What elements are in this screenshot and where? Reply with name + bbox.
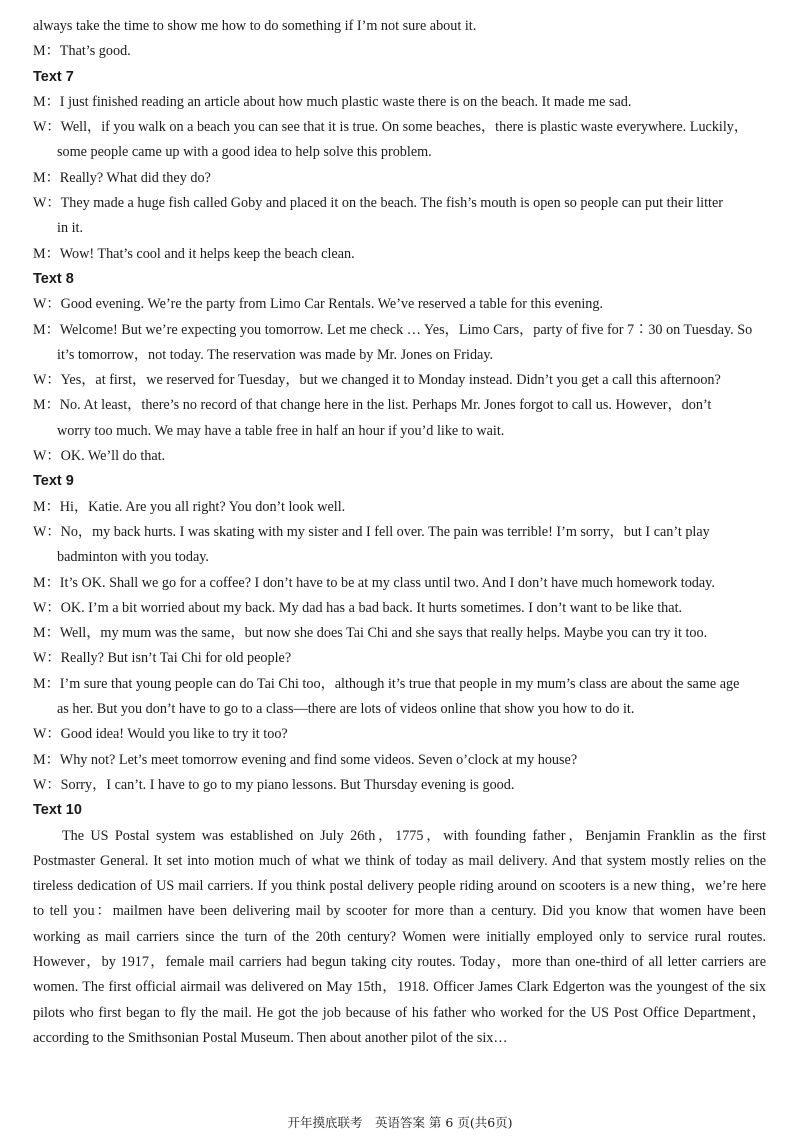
dialogue-line [33, 571, 766, 596]
dialogue-text: W：Sorry，I can’t. I have to go to my piano lessons. But Thursday evening is good. [33, 776, 515, 793]
document-body [33, 14, 766, 1051]
dialogue-text: M：Well，my mum was the same，but now she does Tai Chi and she says that really helps. Maybe you can try it too. [33, 625, 708, 642]
dialogue-text: W：Good idea! Would you like to try it too? [33, 726, 288, 743]
dialogue-text: W：Good evening. We’re the party from Limo Car Rentals. We’ve reserved a table for this evening. [33, 296, 604, 313]
dialogue-text: M：Wow! That’s cool and it helps keep the beach clean. [33, 245, 355, 262]
dialogue-text: W：Really? But isn’t Tai Chi for old people? [33, 650, 292, 667]
dialogue-line [33, 672, 766, 723]
dialogue-text-continued: some people came up with a good idea to help solve this problem. [57, 144, 432, 161]
dialogue-line-continued: always take the time to show me how to do something if I’m not sure about it. [33, 18, 477, 34]
section-heading: Text 7 [33, 68, 74, 85]
dialogue-line [33, 318, 766, 369]
dialogue-text: M：No. At least，there’s no record of that change here in the list. Perhaps Mr. Jones forgot to call us. However，don’t [33, 397, 712, 414]
dialogue-text: M：I’m sure that young people can do Tai Chi too，although it’s true that people in my mum’s class are about the same age [33, 675, 740, 692]
section-heading: Text 8 [33, 270, 74, 287]
dialogue-text: W：Yes，at first，we reserved for Tuesday，but we changed it to Monday instead. Didn’t you get a call this afternoon? [33, 372, 721, 389]
dialogue-line [33, 39, 766, 64]
dialogue-line [33, 191, 766, 242]
dialogue-text: W：OK. We’ll do that. [33, 448, 166, 465]
dialogue-text-continued: badminton with you today. [57, 549, 209, 566]
dialogue-line [33, 368, 766, 393]
dialogue-text: W：No，my back hurts. I was skating with my sister and I fell over. The pain was terrible! I’m sorry，but I can’t play [33, 523, 710, 540]
dialogue-text-continued: it’s tomorrow，not today. The reservation was made by Mr. Jones on Friday. [57, 346, 494, 363]
dialogue-line [33, 444, 766, 469]
dialogue-text: M：Why not? Let’s meet tomorrow evening and find some videos. Seven o’clock at my house? [33, 751, 578, 768]
dialogue-line [33, 646, 766, 671]
dialogue-line [33, 393, 766, 444]
dialogue-text: W：They made a huge fish called Goby and placed it on the beach. The fish’s mouth is open so people can put their litter [33, 195, 723, 212]
dialogue-line [33, 621, 766, 646]
section-heading: Text 9 [33, 473, 74, 490]
dialogue-text-continued: as her. But you don’t have to go to a class—there are lots of videos online that show you how to do it. [57, 701, 635, 718]
dialogue-text: W：OK. I’m a bit worried about my back. My dad has a bad back. It hurts sometimes. I don’t want to be like that. [33, 599, 683, 616]
dialogue-line [33, 90, 766, 115]
dialogue-line [33, 773, 766, 798]
dialogue-line [33, 166, 766, 191]
dialogue-line [33, 242, 766, 267]
dialogue-line [33, 596, 766, 621]
dialogue-text-continued: worry too much. We may have a table free in half an hour if you’d like to wait. [57, 422, 505, 439]
dialogue-text: M：Hi，Katie. Are you all right? You don’t look well. [33, 498, 346, 515]
dialogue-text: W：Well，if you walk on a beach you can see that it is true. On some beaches，there is plastic waste everywhere. Luckily， [33, 119, 749, 136]
dialogue-line [33, 722, 766, 747]
dialogue-line [33, 520, 766, 571]
dialogue-line [33, 292, 766, 317]
dialogue-text: M：It’s OK. Shall we go for a coffee? I don’t have to be at my class until two. And I don’t have much homework today. [33, 574, 715, 591]
section-heading: Text 10 [33, 802, 82, 819]
page-footer: 开年摸底联考 英语答案 第 6 页(共6页) [287, 1115, 513, 1130]
dialogue-text: M：That’s good. [33, 43, 131, 60]
passage-paragraph: The US Postal system was established on July 26th，1775，with founding father，Benjamin Franklin as the first Postmaster General. It set into motion much of what we think of today as mail delivery. And that system mostly relies on the tireless dedication of US mail carriers. If you think postal delivery people riding around on scooters is a new thing，we’re here to tell you：mailmen have been delivering mail by scooter for more than a century. Did you know that women have been working as mail carriers since the turn of the 20th century? Women were initially employed only to service rural routes. However，by 1917，female mail carriers had begun taking city routes. Today，more than one-third of all letter carriers are women. The first official airmail was delivered on May 15th，1918. Officer James Clark Edgerton was the youngest of the six pilots who first began to fly the mail. He got the job because of his father who worked for the US Post Office Department，according to the Smithsonian Postal Museum. Then about another pilot of the six… [33, 827, 766, 1046]
dialogue-line [33, 115, 766, 166]
dialogue-text: M：Welcome! But we’re expecting you tomorrow. Let me check … Yes，Limo Cars，party of five for 7∶30 on Tuesday. So [33, 321, 753, 338]
dialogue-text: M：Really? What did they do? [33, 169, 211, 186]
dialogue-line [33, 495, 766, 520]
dialogue-text-continued: in it. [57, 220, 84, 237]
dialogue-text: M：I just finished reading an article about how much plastic waste there is on the beach. It made me sad. [33, 93, 632, 110]
dialogue-line [33, 748, 766, 773]
